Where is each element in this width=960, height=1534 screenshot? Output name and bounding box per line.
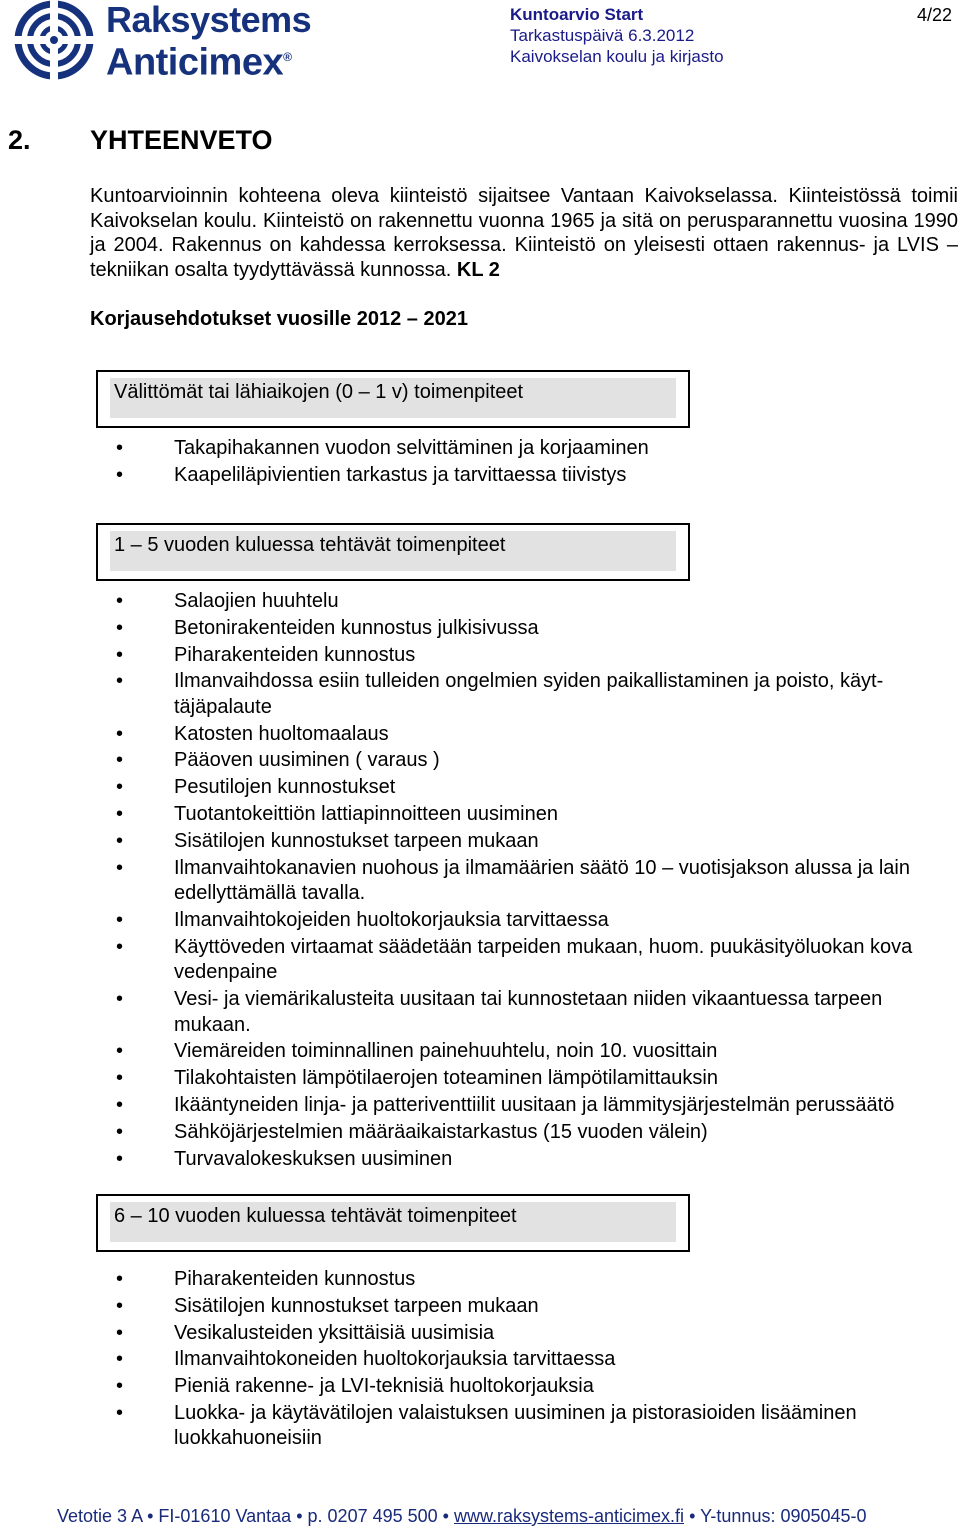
bullet-icon: • <box>116 749 124 772</box>
bullet-icon: • <box>116 1268 124 1290</box>
group-title-1-5-years: 1 – 5 vuoden kuluessa tehtävät toimenpiteet <box>114 534 506 556</box>
footer-separator: • <box>442 1506 449 1526</box>
bullet-icon: • <box>116 616 124 639</box>
bullet-icon: • <box>116 803 124 826</box>
footer-phone: p. 0207 495 500 <box>307 1506 438 1526</box>
bullet-icon: • <box>116 1375 124 1398</box>
bullet-icon: • <box>116 1348 124 1371</box>
list-1-5-years <box>0 589 960 1173</box>
list-item: • Betonirakenteiden kunnostus julkisivussa <box>0 616 956 642</box>
list-item: • Vesi- ja viemärikalusteita uusitaan tai kunnostetaan niiden vikaantuessa tarpeen mukaan. <box>116 988 883 1036</box>
list-item: • Ilmanvaihtokanavien nuohous ja ilmamäärien säätö 10 – vuotisjakson alussa ja lain edellyttämällä tavalla. <box>116 856 910 905</box>
footer-separator: • <box>689 1506 696 1526</box>
list-item: • Ilmanvaihdossa esiin tulleiden ongelmien syiden paikallistaminen ja poisto, käyt-täjäpalaute <box>116 670 884 718</box>
list-item: • Pesutilojen kunnostukset <box>0 775 956 801</box>
footer-website-link[interactable]: www.raksystems-anticimex.fi <box>454 1506 685 1526</box>
group-box-6-10-years <box>96 1194 690 1252</box>
bullet-icon: • <box>116 829 124 852</box>
summary-text: Kuntoarvioinnin kohteena oleva kiinteistö sijaitsee Vantaan Kaivokselassa. Kiinteistössä toimii Kaivokselan koulu. Kiinteistö on rakennettu vuonna 1965 ja sitä on perusparannettu vuosina 1990 ja 2004. Rakennus on kahdessa kerroksessa. Kiinteistö on yleisesti ottaen rakennus- ja LVIS – tekniikan osalta tyydyttävässä kunnossa. <box>90 185 958 282</box>
list-item: • Käyttöveden virtaamat säädetään tarpeiden mukaan, huom. puukäsityöluokan kova vedenpaine <box>116 935 913 984</box>
list-item: • Vesikalusteiden yksittäisiä uusimisia <box>0 1321 956 1347</box>
bullet-icon: • <box>116 670 124 693</box>
property-name: Kaivokselan koulu ja kirjasto <box>510 47 724 66</box>
inspection-date: Tarkastuspäivä 6.3.2012 <box>510 26 695 45</box>
group-title-6-10-years: 6 – 10 vuoden kuluessa tehtävät toimenpiteet <box>114 1205 517 1227</box>
bullet-icon: • <box>116 1321 124 1344</box>
document-title: Kuntoarvio Start <box>510 5 644 24</box>
footer-address: Vetotie 3 A <box>57 1506 143 1526</box>
list-item: • Piharakenteiden kunnostus <box>0 643 956 669</box>
group-box-1-5-years <box>96 523 690 581</box>
bullet-icon: • <box>116 1401 124 1424</box>
footer-separator: • <box>296 1506 303 1526</box>
bullet-icon: • <box>116 463 124 486</box>
list-item: • Ikääntyneiden linja- ja patteriventtiilit uusitaan ja lämmitysjärjestelmän perussäätö <box>0 1093 956 1119</box>
list-item: • Tuotantokeittiön lattiapinnoitteen uusiminen <box>0 802 956 828</box>
bullet-icon: • <box>116 722 124 745</box>
list-item: • Sisätilojen kunnostukset tarpeen mukaan <box>0 1294 956 1320</box>
bullet-icon: • <box>116 590 124 612</box>
list-item: • Takapihakannen vuodon selvittäminen ja korjaaminen <box>0 436 956 462</box>
list-item: • Salaojien huuhtelu <box>0 589 956 615</box>
bullet-icon: • <box>116 908 124 931</box>
group-box-immediate <box>96 370 690 428</box>
list-item: • Ilmanvaihtokoneiden huoltokorjauksia tarvittaessa <box>0 1347 956 1373</box>
list-item: • Luokka- ja käytävätilojen valaistuksen uusiminen ja pistorasioiden lisääminen luokkahuoneisiin <box>116 1401 857 1450</box>
list-6-10-years <box>0 1267 960 1453</box>
group-title-immediate: Välittömät tai lähiaikojen (0 – 1 v) toimenpiteet <box>114 381 524 403</box>
bullet-icon: • <box>116 988 124 1011</box>
bullet-icon: • <box>116 1120 124 1143</box>
list-item: • Katosten huoltomaalaus <box>0 722 956 748</box>
bullet-icon: • <box>116 935 124 958</box>
logo-text-anticimex: Anticimex® <box>106 41 292 84</box>
list-item: • Sähköjärjestelmien määräaikaistarkastus (15 vuoden välein) <box>0 1120 956 1146</box>
footer-business-id: Y-tunnus: 0905045-0 <box>700 1506 867 1526</box>
footer-postal: FI-01610 Vantaa <box>158 1506 292 1526</box>
list-item: • Pääoven uusiminen ( varaus ) <box>0 748 956 774</box>
list-item: • Turvavalokeskuksen uusiminen <box>0 1147 956 1173</box>
condition-class: KL 2 <box>456 259 500 282</box>
list-item: • Kaapeliläpivientien tarkastus ja tarvittaessa tiivistys <box>0 463 956 489</box>
bullet-icon: • <box>116 643 124 666</box>
summary-paragraph <box>90 184 958 283</box>
bullet-icon: • <box>116 1147 124 1170</box>
page-number: 4/22 <box>916 5 952 25</box>
repair-proposals-heading: Korjausehdotukset vuosille 2012 – 2021 <box>90 308 468 330</box>
logo-text-raksystems: Raksystems <box>106 0 312 40</box>
bullet-icon: • <box>116 1067 124 1090</box>
bullet-icon: • <box>116 1093 124 1116</box>
list-item: • Piharakenteiden kunnostus <box>0 1267 956 1293</box>
section-title: YHTEENVETO <box>90 125 273 155</box>
bullet-icon: • <box>116 1294 124 1317</box>
bullet-icon: • <box>116 437 124 459</box>
registered-mark: ® <box>283 50 292 64</box>
list-item: • Viemäreiden toiminnallinen painehuuhtelu, noin 10. vuosittain <box>0 1039 956 1065</box>
list-immediate <box>0 436 960 490</box>
bullet-icon: • <box>116 1040 124 1063</box>
bullet-icon: • <box>116 856 124 879</box>
bullet-icon: • <box>116 776 124 799</box>
page-footer <box>57 1506 867 1527</box>
list-item: • Tilakohtaisten lämpötilaerojen toteaminen lämpötilamittauksin <box>0 1066 956 1092</box>
section-number: 2. <box>8 125 31 155</box>
list-item: • Ilmanvaihtokojeiden huoltokorjauksia tarvittaessa <box>0 908 956 934</box>
logo-emblem-icon <box>8 0 104 80</box>
list-item: • Sisätilojen kunnostukset tarpeen mukaan <box>0 829 956 855</box>
footer-separator: • <box>147 1506 154 1526</box>
list-item: • Pieniä rakenne- ja LVI-teknisiä huoltokorjauksia <box>0 1374 956 1400</box>
